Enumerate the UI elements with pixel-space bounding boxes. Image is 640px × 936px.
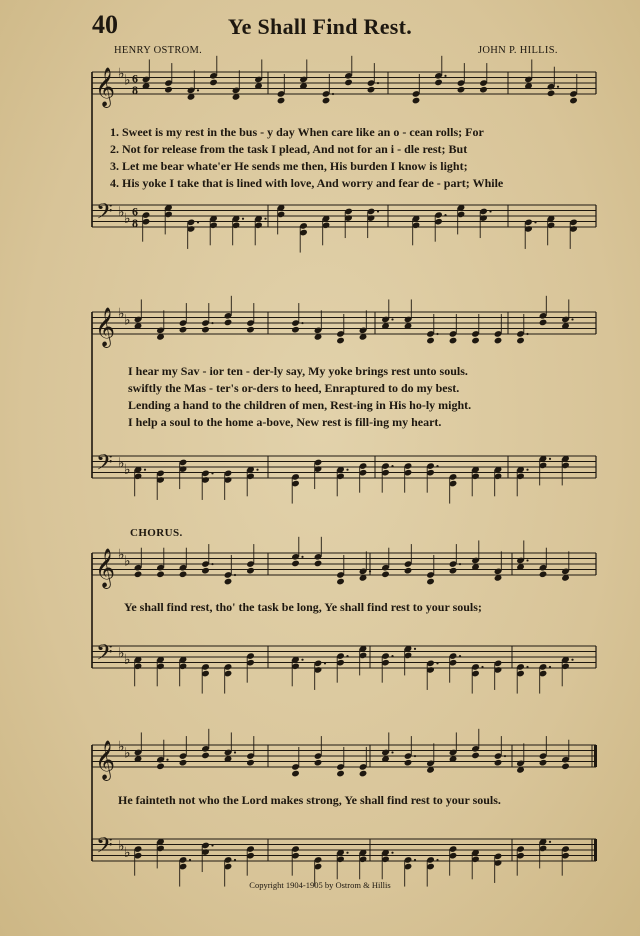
time-signature-top: 6 bbox=[132, 71, 138, 86]
verse-cont-2: swiftly the Mas - ter's or-ders to heed, Enraptured to do my best. bbox=[128, 381, 460, 395]
chorus-label: CHORUS. bbox=[130, 527, 183, 539]
dot bbox=[242, 218, 244, 220]
dot bbox=[301, 659, 303, 661]
dot bbox=[301, 322, 303, 324]
note-head bbox=[134, 571, 143, 579]
note-head bbox=[539, 759, 548, 767]
note-head bbox=[164, 86, 173, 94]
dot bbox=[391, 852, 393, 854]
flat-sign-icon: ♭ bbox=[118, 547, 125, 563]
copyright-notice: Copyright 1904-1905 by Ostrom & Hillis bbox=[249, 880, 391, 890]
dot bbox=[557, 86, 559, 88]
dot bbox=[444, 214, 446, 216]
flat-sign-icon: ♭ bbox=[124, 72, 131, 89]
bass-clef-icon: 𝄢 bbox=[96, 450, 113, 481]
dot bbox=[324, 662, 326, 664]
dot bbox=[391, 751, 393, 753]
verse-line-3: 3. Let me bear whate'er He sends me then, His burden I know is light; bbox=[110, 159, 468, 173]
dot bbox=[459, 655, 461, 657]
flat-sign-icon: ♭ bbox=[124, 745, 131, 762]
dot bbox=[414, 859, 416, 861]
dot bbox=[436, 333, 438, 335]
note-head bbox=[179, 571, 188, 579]
dot bbox=[211, 844, 213, 846]
dot bbox=[526, 559, 528, 561]
dot bbox=[166, 759, 168, 761]
dot bbox=[211, 322, 213, 324]
dot bbox=[211, 472, 213, 474]
dot bbox=[459, 563, 461, 565]
note-head bbox=[494, 337, 503, 345]
hymn-title: Ye Shall Find Rest. bbox=[227, 14, 413, 39]
final-bar bbox=[594, 839, 597, 861]
dot bbox=[489, 210, 491, 212]
dot bbox=[391, 318, 393, 320]
dot bbox=[197, 89, 199, 91]
note-head bbox=[291, 560, 300, 568]
note-head bbox=[404, 759, 413, 767]
note-head bbox=[336, 770, 345, 778]
note-head bbox=[224, 319, 233, 327]
dot bbox=[189, 859, 191, 861]
dot bbox=[256, 469, 258, 471]
note-head bbox=[246, 326, 255, 334]
note-head bbox=[561, 763, 570, 771]
flat-sign-icon: ♭ bbox=[124, 651, 131, 668]
flat-sign-icon: ♭ bbox=[118, 645, 125, 662]
treble-clef-icon: 𝄞 bbox=[95, 548, 116, 588]
flat-sign-icon: ♭ bbox=[118, 306, 125, 322]
time-signature-bottom: 8 bbox=[132, 216, 138, 230]
flat-sign-icon: ♭ bbox=[118, 838, 125, 855]
note-head bbox=[471, 752, 480, 760]
note-head bbox=[291, 770, 300, 778]
note-head bbox=[246, 567, 255, 575]
flat-sign-icon: ♭ bbox=[118, 739, 125, 755]
dot bbox=[504, 755, 506, 757]
dot bbox=[549, 666, 551, 668]
note-head bbox=[516, 337, 525, 345]
bass-clef-icon: 𝄢 bbox=[96, 199, 113, 230]
flat-sign-icon: ♭ bbox=[124, 312, 131, 329]
dot bbox=[377, 82, 379, 84]
note-head bbox=[359, 770, 368, 778]
note-head bbox=[449, 567, 458, 575]
dot bbox=[332, 93, 334, 95]
dot bbox=[377, 210, 379, 212]
dot bbox=[234, 859, 236, 861]
note-head bbox=[314, 560, 323, 568]
note-head bbox=[449, 337, 458, 345]
note-head bbox=[404, 567, 413, 575]
note-head bbox=[367, 86, 376, 94]
note-head bbox=[224, 578, 233, 586]
dot bbox=[436, 465, 438, 467]
note-head bbox=[336, 337, 345, 345]
flat-sign-icon: ♭ bbox=[118, 455, 125, 472]
treble-clef-icon: 𝄞 bbox=[95, 67, 116, 107]
dot bbox=[534, 221, 536, 223]
note-head bbox=[336, 578, 345, 586]
flat-sign-icon: ♭ bbox=[118, 204, 125, 221]
dot bbox=[346, 852, 348, 854]
dot bbox=[549, 458, 551, 460]
note-head bbox=[479, 86, 488, 94]
time-signature-top: 6 bbox=[132, 204, 138, 219]
page-number: 40 bbox=[92, 10, 118, 39]
dot bbox=[211, 563, 213, 565]
note-head bbox=[201, 326, 210, 334]
flat-sign-icon: ♭ bbox=[124, 553, 131, 570]
note-head bbox=[246, 759, 255, 767]
dot bbox=[436, 859, 438, 861]
note-head bbox=[494, 759, 503, 767]
dot bbox=[301, 556, 303, 558]
dot bbox=[144, 469, 146, 471]
dot bbox=[346, 655, 348, 657]
bass-clef-icon: 𝄢 bbox=[96, 640, 113, 671]
dot bbox=[526, 666, 528, 668]
dot bbox=[481, 666, 483, 668]
verse-cont-1: I hear my Sav - ior ten - der-ly say, My yoke brings rest unto souls. bbox=[128, 364, 468, 378]
dot bbox=[436, 662, 438, 664]
note-head bbox=[179, 759, 188, 767]
dot bbox=[391, 465, 393, 467]
dot bbox=[391, 655, 393, 657]
note-head bbox=[412, 97, 421, 105]
dot bbox=[526, 333, 528, 335]
dot bbox=[197, 221, 199, 223]
chorus-line-2: He fainteth not who the Lord makes strong, Ye shall find rest to your souls. bbox=[118, 793, 501, 807]
time-signature-bottom: 8 bbox=[132, 83, 138, 97]
dot bbox=[234, 574, 236, 576]
note-head bbox=[539, 319, 548, 327]
note-head bbox=[201, 567, 210, 575]
dot bbox=[549, 841, 551, 843]
note-head bbox=[434, 79, 443, 87]
note-head bbox=[539, 571, 548, 579]
flat-sign-icon: ♭ bbox=[118, 66, 125, 82]
note-head bbox=[322, 97, 331, 105]
composer-credit: JOHN P. HILLIS. bbox=[478, 45, 558, 56]
dot bbox=[571, 659, 573, 661]
verse-cont-4: I help a soul to the home a-bove, New rest is fill-ing my heart. bbox=[128, 415, 442, 429]
note-head bbox=[344, 79, 353, 87]
dot bbox=[571, 318, 573, 320]
treble-clef-icon: 𝄞 bbox=[95, 740, 116, 780]
dot bbox=[346, 469, 348, 471]
flat-sign-icon: ♭ bbox=[124, 210, 131, 227]
note-head bbox=[471, 337, 480, 345]
note-head bbox=[547, 90, 556, 98]
verse-cont-3: Lending a hand to the children of men, Rest-ing in His ho-ly might. bbox=[128, 398, 472, 412]
flat-sign-icon: ♭ bbox=[124, 461, 131, 478]
flat-sign-icon: ♭ bbox=[124, 844, 131, 861]
note-head bbox=[314, 759, 323, 767]
verse-line-2: 2. Not for release from the task I plead, And not for an i - dle rest; But bbox=[110, 142, 468, 156]
note-head bbox=[277, 97, 286, 105]
chorus-line-1: Ye shall find rest, tho' the task be long, Ye shall find rest to your souls; bbox=[124, 600, 482, 614]
final-bar bbox=[594, 745, 597, 767]
note-head bbox=[569, 97, 578, 105]
note-head bbox=[291, 326, 300, 334]
author-credit: HENRY OSTROM. bbox=[114, 45, 203, 56]
note-head bbox=[381, 571, 390, 579]
dot bbox=[414, 648, 416, 650]
note-head bbox=[426, 578, 435, 586]
note-head bbox=[156, 571, 165, 579]
note-head bbox=[426, 337, 435, 345]
verse-line-4: 4. His yoke I take that is lined with love, And worry and fear de - part; While bbox=[110, 176, 504, 190]
dot bbox=[444, 75, 446, 77]
dot bbox=[526, 469, 528, 471]
dot bbox=[234, 751, 236, 753]
verse-line-1: 1. Sweet is my rest in the bus - y day When care like an o - cean rolls; For bbox=[110, 125, 484, 139]
note-head bbox=[201, 752, 210, 760]
dot bbox=[264, 218, 266, 220]
note-head bbox=[209, 79, 218, 87]
treble-clef-icon: 𝄞 bbox=[95, 307, 116, 347]
bass-clef-icon: 𝄢 bbox=[96, 833, 113, 864]
dot bbox=[414, 755, 416, 757]
note-head bbox=[179, 326, 188, 334]
dot bbox=[369, 570, 371, 572]
note-head bbox=[457, 86, 466, 94]
note-head bbox=[156, 763, 165, 771]
